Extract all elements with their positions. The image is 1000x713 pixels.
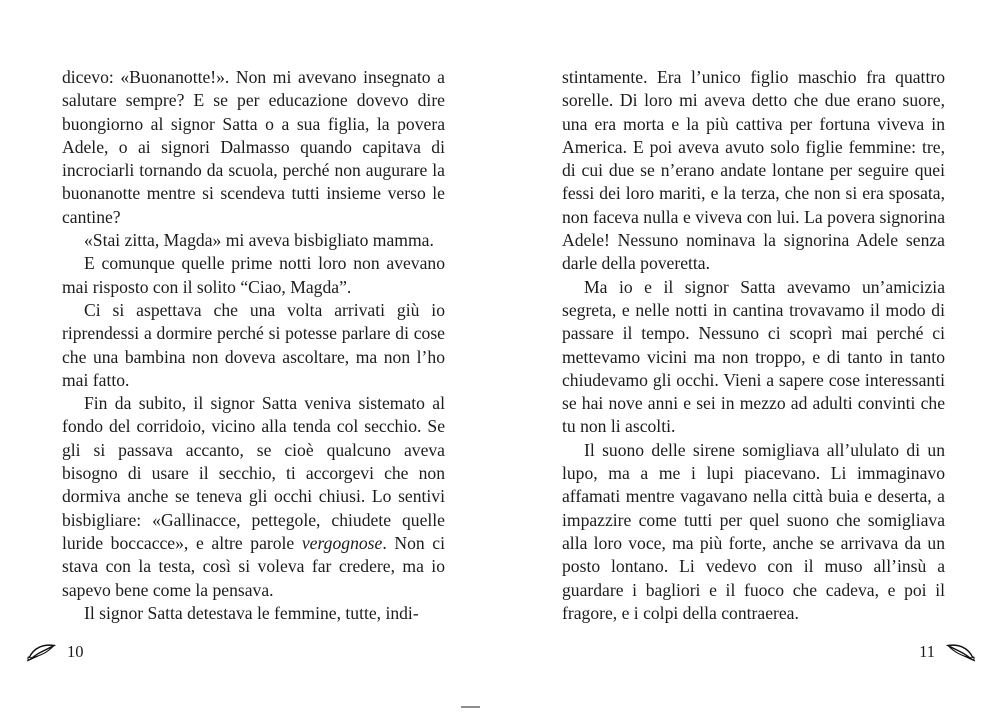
- paragraph: [62, 252, 445, 299]
- paragraph: [62, 392, 445, 602]
- paragraph: [562, 439, 945, 625]
- italic-text: vergognose: [301, 532, 383, 553]
- page-left-text: [62, 66, 445, 625]
- body-text: Fin da subito, il signor Satta veniva sistemato al fondo del corridoio, vicino alla tenda col secchio. Se gli si passava accanto, se cioè qualcuno aveva bisogno di usare il secchio, ti accorgevi che non dormiva anche se teneva gli occhi chiusi. Lo sentivi bisbigliare: «Gallinacce, pettegole, chiudete quelle luride boccacce», e altre parole: [62, 393, 445, 553]
- body-text: dicevo: «Buonanotte!». Non mi avevano insegnato a salutare sempre? E se per educazione dovevo dire buongiorno al signor Satta o a sua figlia, la povera Adele, o ai signori Dalmasso quando capitava di incrociarli tornando da scuola, perché non augurare la buonanotte mentre si scendeva tutti insieme verso le cantine?: [62, 67, 445, 227]
- footer-left: [26, 642, 84, 662]
- paragraph: [562, 66, 945, 276]
- paragraph: [62, 66, 445, 229]
- body-text: Ci si aspettava che una volta arrivati giù io riprendessi a dormire perché si potesse parlare di cose che una bambina non doveva ascoltare, ma non l’ho mai fatto.: [62, 299, 445, 390]
- paragraph: [62, 229, 445, 252]
- body-text: Il signor Satta detestava le femmine, tutte, indi-: [84, 602, 419, 623]
- book-page-left: [62, 66, 445, 625]
- book-page-right: [562, 66, 945, 625]
- page-right-text: [562, 66, 945, 625]
- body-text: Ma io e il signor Satta avevamo un’amicizia segreta, e nelle notti in cantina trovavamo il modo di passare il tempo. Nessuno ci scoprì mai perché ci mettevamo vicini ma non troppo, e di tanto in tanto chiudevamo gli occhi. Vieni a sapere cose interessanti se hai nove anni e sei in mezzo ad adulti convinti che tu non li ascolti.: [562, 276, 945, 437]
- paragraph: [62, 299, 445, 392]
- footer-right: [919, 642, 976, 662]
- body-text: E comunque quelle prime notti loro non avevano mai risposto con il solito “Ciao, Magda”.: [62, 253, 445, 297]
- page-number-right: 11: [919, 642, 935, 661]
- quill-doodle-icon: [946, 643, 976, 662]
- body-text: . Non ci stava con la testa, così si voleva far credere, ma io sapevo bene come la pensava.: [62, 532, 445, 600]
- body-text: «Stai zitta, Magda» mi aveva bisbigliato mamma.: [84, 230, 434, 251]
- body-text: stintamente. Era l’unico figlio maschio fra quattro sorelle. Di loro mi aveva detto che due erano suore, una era morta e la più cattiva per fortuna viveva in America. E poi aveva avuto solo figlie femmine: tre, di cui due se n’erano andate lontane per seguire quei fessi dei loro mariti, e la terza, che non si era sposata, non faceva nulla e viveva con lui. La povera signorina Adele! Nessuno nominava la signorina Adele senza darle della poveretta.: [562, 67, 945, 274]
- quill-doodle-icon: [26, 643, 56, 662]
- body-text: Il suono delle sirene somigliava all’ululato di un lupo, ma a me i lupi piacevano. Li immaginavo affamati mentre vagavano nella città buia e deserta, a impazzire come tutti per quel suono che somigliava alla loro voce, ma più forte, anche se arrivava da un posto lontano. Li vedevo con il muso all’insù a guardare i bagliori e il fuoco che cadeva, e poi il fragore, e i colpi della contraerea.: [562, 439, 945, 623]
- center-mark: [461, 706, 480, 708]
- paragraph: [562, 276, 945, 439]
- page-number-left: 10: [67, 642, 84, 661]
- paragraph: [62, 602, 445, 625]
